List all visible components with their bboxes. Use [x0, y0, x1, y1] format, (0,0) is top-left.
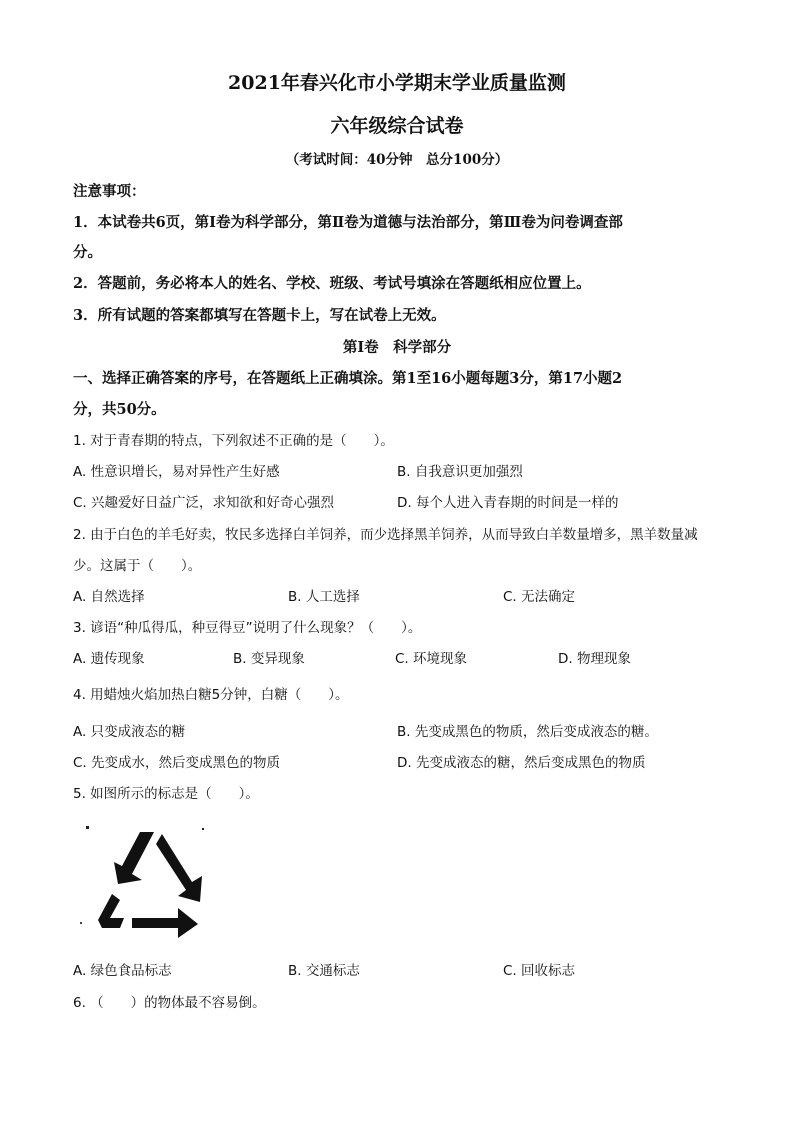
- section-instruction-line-2: 分，共50分。: [73, 401, 166, 418]
- question-4-stem: 4. 用蜡烛火焰加热白糖5分钟，白糖（ ）。: [73, 687, 349, 703]
- question-2-stem-line-1: 2. 由于白色的羊毛好卖，牧民多选择白羊饲养，而少选择黑羊饲养，从而导致白羊数量增多，黑羊数量减: [73, 527, 698, 543]
- question-4-option-b: B. 先变成黑色的物质，然后变成液态的糖。: [397, 724, 658, 740]
- question-1-option-c: C. 兴趣爱好日益广泛，求知欲和好奇心强烈: [73, 495, 335, 511]
- question-1-stem: 1. 对于青春期的特点，下列叙述不正确的是（ ）。: [73, 433, 394, 449]
- note-item-3: 3．所有试题的答案都填写在答题卡上，写在试卷上无效。: [73, 307, 446, 324]
- question-1-option-d: D. 每个人进入青春期的时间是一样的: [397, 495, 619, 511]
- exam-time-info: （考试时间：40分钟 总分100分）: [285, 152, 509, 168]
- question-3-option-b: B. 变异现象: [233, 651, 305, 667]
- question-3-stem: 3. 谚语“种瓜得瓜，种豆得豆”说明了什么现象？（ ）。: [73, 620, 422, 636]
- question-2-stem-line-2: 少。这属于（ ）。: [73, 558, 202, 574]
- question-1-option-b: B. 自我意识更加强烈: [397, 464, 523, 480]
- recycle-symbol-icon: [80, 822, 230, 940]
- question-6-stem: 6. （ ）的物体最不容易倒。: [73, 995, 266, 1011]
- section-title: 第Ⅰ卷 科学部分: [342, 339, 452, 356]
- question-4-option-a: A. 只变成液态的糖: [73, 724, 186, 740]
- note-item-1-line-2: 分。: [73, 244, 102, 261]
- notes-heading: 注意事项：: [73, 183, 146, 200]
- question-2-option-a: A. 自然选择: [73, 589, 145, 605]
- exam-subtitle: 六年级综合试卷: [330, 115, 464, 137]
- question-3-option-c: C. 环境现象: [395, 651, 468, 667]
- question-4-option-c: C. 先变成水，然后变成黑色的物质: [73, 755, 281, 771]
- question-3-option-d: D. 物理现象: [558, 651, 631, 667]
- question-5-option-a: A. 绿色食品标志: [73, 963, 172, 979]
- section-instruction-line-1: 一、选择正确答案的序号，在答题纸上正确填涂。第1至16小题每题3分，第17小题2: [73, 370, 623, 387]
- question-3-option-a: A. 遗传现象: [73, 651, 145, 667]
- note-item-1-line-1: 1．本试卷共6页，第Ⅰ卷为科学部分，第Ⅱ卷为道德与法治部分，第Ⅲ卷为问卷调查部: [73, 214, 623, 231]
- question-5-option-c: C. 回收标志: [503, 963, 576, 979]
- exam-title: 2021年春兴化市小学期末学业质量监测: [228, 72, 566, 94]
- note-item-2: 2．答题前，务必将本人的姓名、学校、班级、考试号填涂在答题纸相应位置上。: [73, 275, 591, 292]
- question-5-option-b: B. 交通标志: [288, 963, 360, 979]
- question-4-option-d: D. 先变成液态的糖，然后变成黑色的物质: [397, 755, 646, 771]
- question-5-stem: 5. 如图所示的标志是（ ）。: [73, 786, 259, 802]
- question-2-option-c: C. 无法确定: [503, 589, 576, 605]
- question-2-option-b: B. 人工选择: [288, 589, 360, 605]
- question-1-option-a: A. 性意识增长，易对异性产生好感: [73, 464, 280, 480]
